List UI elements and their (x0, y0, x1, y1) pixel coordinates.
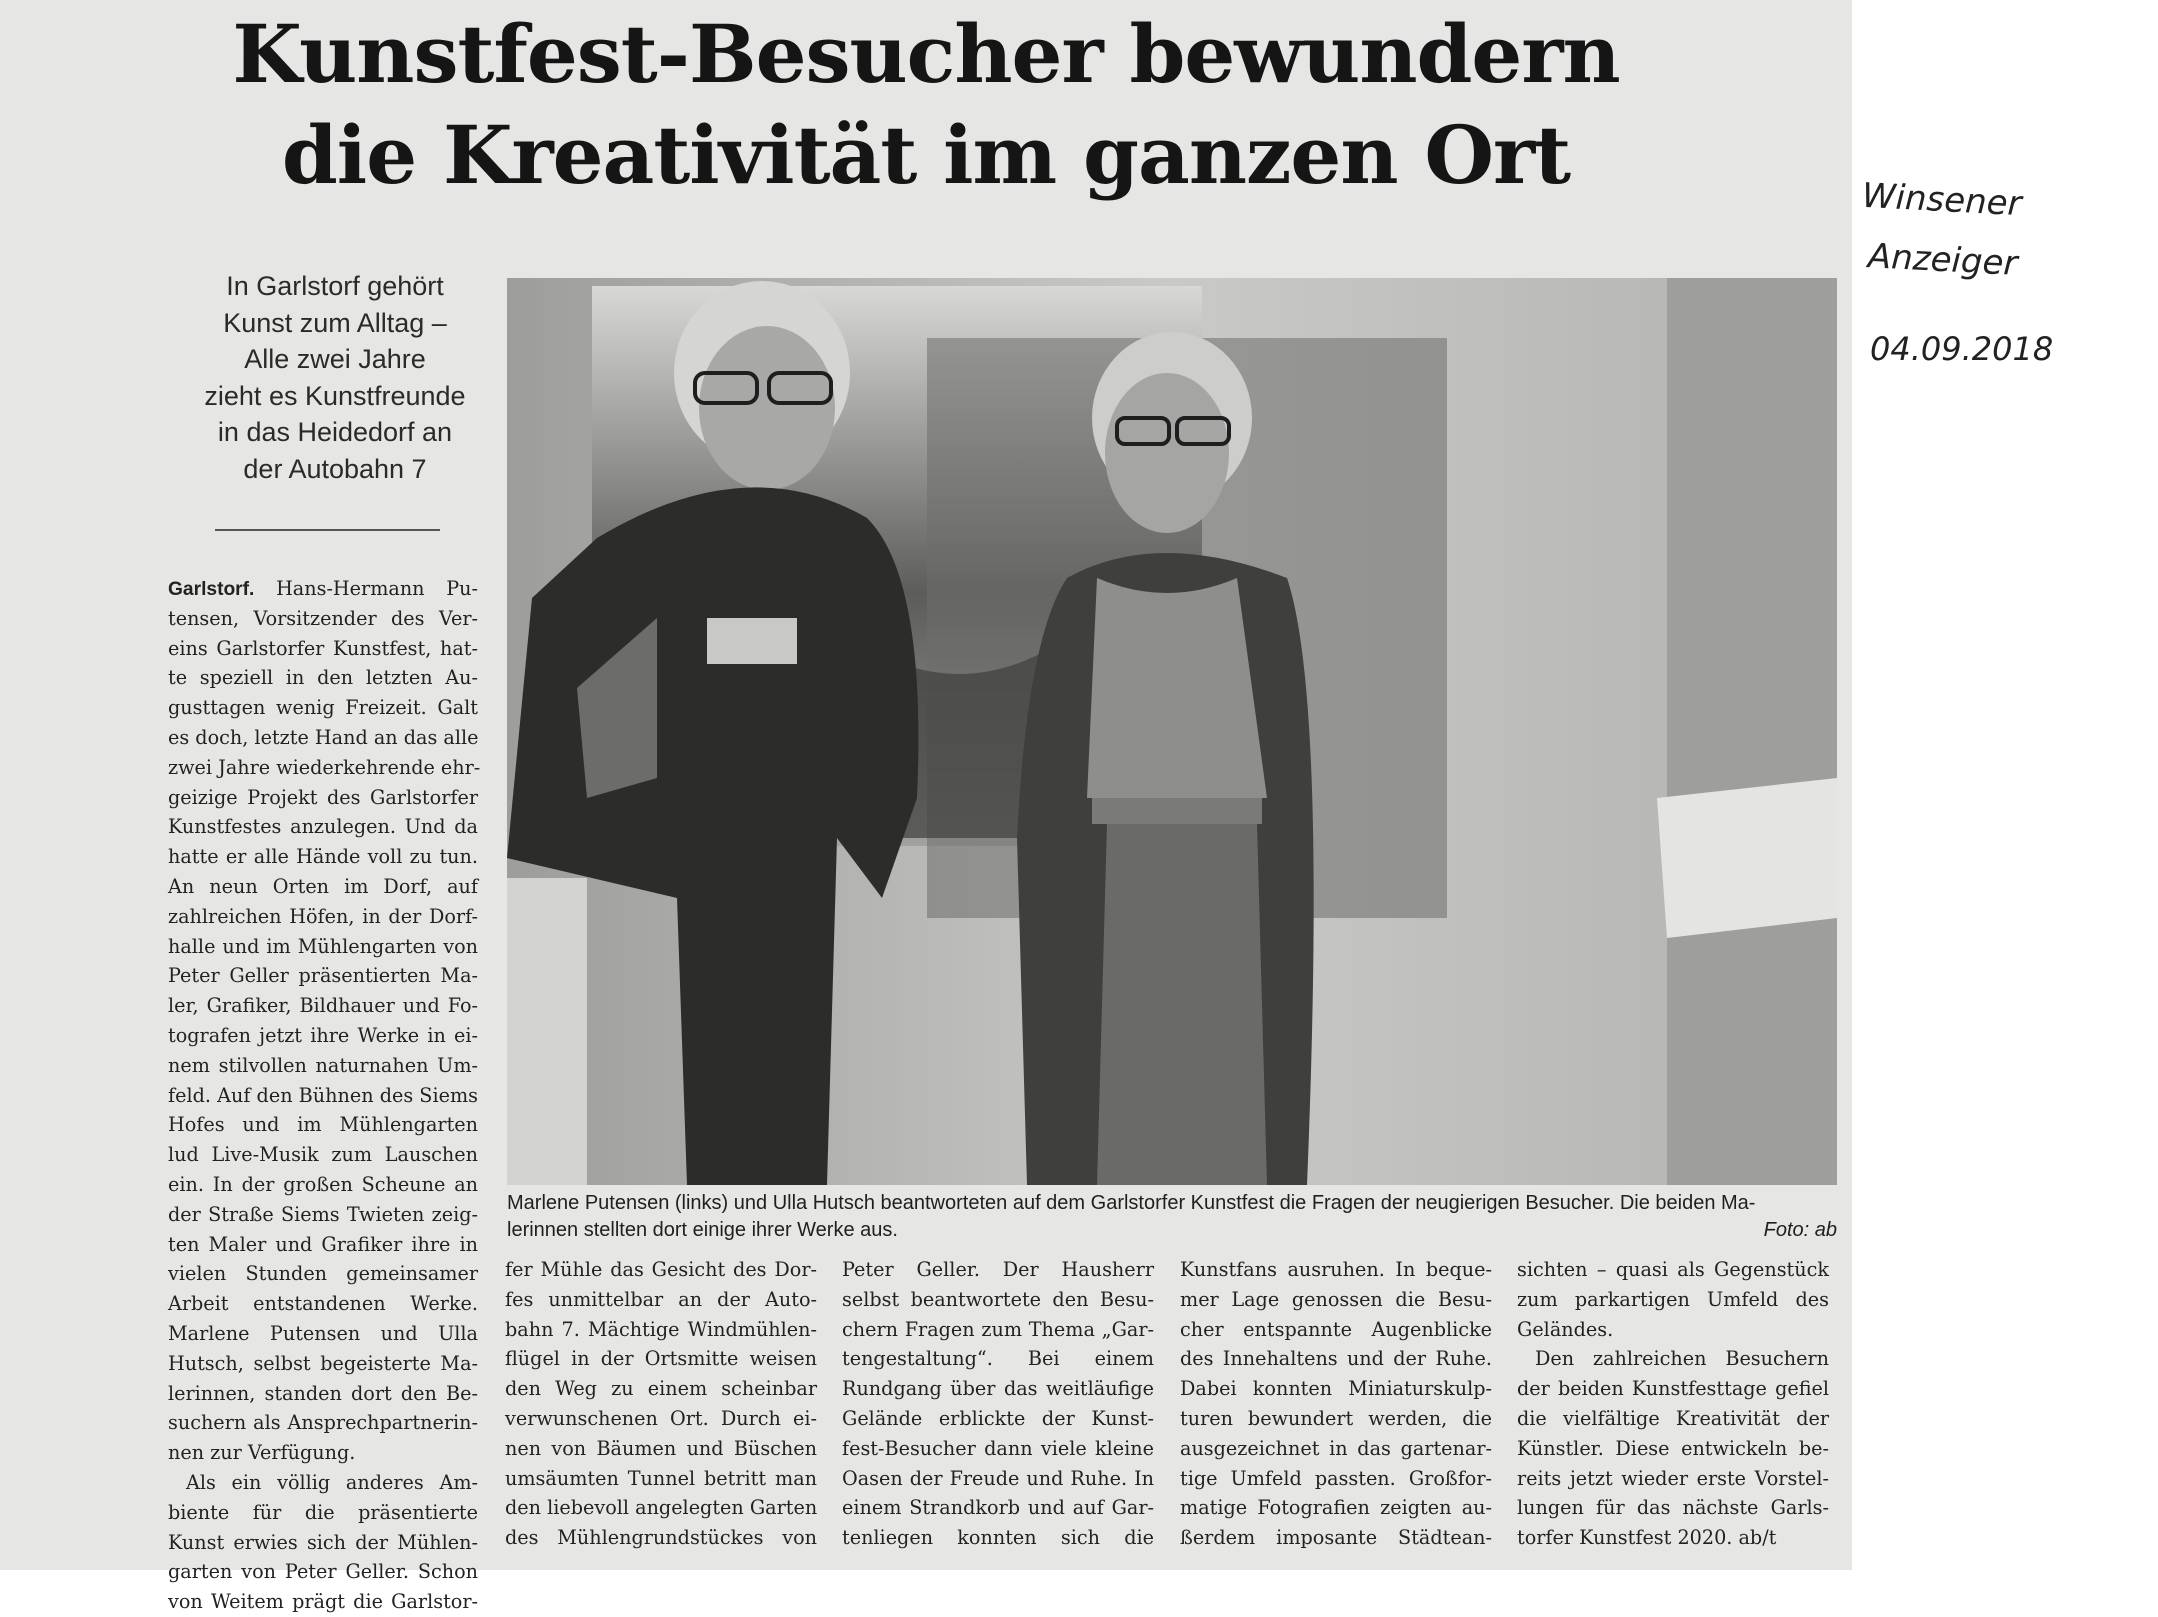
article-line: den liebevoll angelegten Garten (505, 1496, 818, 1520)
article-line: verwunschenen Ort. Durch ei- (505, 1406, 817, 1430)
article-line: des Mühlengrundstückes von (505, 1526, 817, 1550)
article-line: Rundgang über das weitläufige (842, 1377, 1154, 1401)
caption-line: Marlene Putensen (links) und Ulla Hutsch beantworteten auf dem Garlstorfer Kunstfest die Fragen der neugierigen Besucher. Die beiden Ma- (507, 1192, 1756, 1214)
article-line: zwei Jahre wiederkehrende ehr- (168, 755, 481, 779)
article-line: nem stilvollen naturnahen Um- (168, 1053, 478, 1077)
article-line: Geländes. (1517, 1317, 1614, 1341)
subheadline-line: Kunst zum Alltag – (223, 307, 447, 338)
article-line: ein. In der großen Scheune an (168, 1172, 478, 1196)
article-line: den Weg zu einem scheinbar (505, 1377, 817, 1401)
headline-line-1: Kunstfest-Besucher bewundern (232, 7, 1620, 101)
article-line: mer Lage genossen die Besu- (1180, 1287, 1492, 1311)
article-line: Marlene Putensen und Ulla (168, 1321, 478, 1345)
article-line: hatte er alle Hände voll zu tun. (168, 845, 478, 869)
article-line: Den zahlreichen Besuchern (1535, 1347, 1829, 1371)
article-line: gusttagen wenig Freizeit. Galt (168, 696, 478, 720)
article-line: tengestaltung“. Bei einem (842, 1347, 1154, 1371)
article-line: garten von Peter Geller. Schon (168, 1560, 478, 1584)
caption-line: lerinnen stellten dort einige ihrer Werke aus. (507, 1219, 898, 1241)
headline-line-2: die Kreativität im ganzen Ort (281, 108, 1571, 202)
handwritten-date: 04.09.2018 (1870, 330, 2054, 368)
article-line: eins Garlstorfer Kunstfest, hat- (168, 636, 478, 660)
article-line: tografen jetzt ihre Werke in ei- (168, 1023, 478, 1047)
article-line: lungen für das nächste Garls- (1517, 1496, 1829, 1520)
article-dateline: Garlstorf. (168, 579, 255, 600)
article-column-2 (505, 1255, 817, 1553)
article-line: Peter Geller. Der Hausherr (842, 1258, 1154, 1281)
article-line: fes unmittelbar an der Auto- (505, 1287, 817, 1311)
article-line: nen zur Verfügung. (168, 1441, 356, 1465)
subheadline (170, 268, 500, 487)
subheadline-line: Alle zwei Jahre (244, 344, 426, 374)
article-line: biente für die präsentierte (168, 1500, 478, 1524)
article-line: Hofes und im Mühlengarten (168, 1113, 478, 1137)
article-line: feld. Auf den Bühnen des Siems (168, 1083, 478, 1107)
article-line: Oasen der Freude und Ruhe. In (842, 1466, 1154, 1490)
article-line: Als ein völlig anderes Am- (186, 1470, 478, 1494)
handwritten-source-line-1: Winsener (1861, 175, 2023, 225)
article-line: ten Maler und Grafiker ihre in (168, 1232, 478, 1256)
article-line: fest-Besucher dann viele kleine (842, 1436, 1154, 1460)
article-line: ler, Grafiker, Bildhauer und Fo- (168, 994, 478, 1018)
article-line: vielen Stunden gemeinsamer (168, 1262, 478, 1286)
article-line: turen bewundert werden, die (1180, 1406, 1492, 1430)
article-line: tige Umfeld passten. Großfor- (1180, 1466, 1492, 1490)
article-line: der beiden Kunstfesttage gefiel (1517, 1377, 1829, 1401)
article-line: des Innehaltens und der Ruhe. (1180, 1347, 1492, 1371)
article-line: ßerdem imposante Städtean- (1180, 1526, 1492, 1550)
article-line: selbst beantwortete den Besu- (842, 1287, 1154, 1311)
article-line: reits jetzt wieder erste Vorstel- (1517, 1466, 1829, 1490)
article-line: umsäumten Tunnel betritt man (505, 1466, 817, 1490)
article-line: der Straße Siems Twieten zeig- (168, 1202, 478, 1226)
handwritten-source-line-2: Anzeiger (1867, 236, 2019, 284)
article-line: Dabei konnten Miniaturskulp- (1180, 1377, 1492, 1401)
article-line: lerinnen, standen dort den Be- (168, 1381, 478, 1405)
photo-caption (507, 1190, 1837, 1244)
article-line: Gelände erblickte der Kunst- (842, 1406, 1154, 1430)
article-line: Kunst erwies sich der Mühlen- (168, 1530, 478, 1554)
article-line: Kunstfestes anzulegen. Und da (168, 815, 478, 839)
article-line: flügel in der Ortsmitte weisen (505, 1347, 817, 1371)
article-line: Peter Geller präsentierten Ma- (168, 964, 478, 988)
photo-credit: Foto: ab (1763, 1219, 1837, 1241)
article-line: Hans-Hermann Pu- (254, 577, 478, 600)
article-line: torfer Kunstfest 2020. ab/t (1517, 1526, 1777, 1550)
article-line: Kunstfans ausruhen. In beque- (1180, 1258, 1492, 1281)
photo-two-women-in-front-of-painting (507, 278, 1837, 1185)
article-column-4 (1180, 1255, 1492, 1553)
subheadline-line: In Garlstorf gehört (226, 271, 444, 301)
article-line: nen von Bäumen und Büschen (505, 1436, 817, 1460)
article-column-5 (1517, 1255, 1829, 1553)
article-line: lud Live-Musik zum Lauschen (168, 1143, 478, 1167)
article-line: sichten – quasi als Gegenstück (1517, 1258, 1829, 1281)
article-line: ausgezeichnet in das gartenar- (1180, 1436, 1492, 1460)
article-column-3 (842, 1255, 1154, 1553)
subheadline-line: in das Heidedorf an (217, 417, 453, 447)
article-line: fer Mühle das Gesicht des Dor- (505, 1258, 817, 1281)
article-line: halle und im Mühlengarten von (168, 934, 478, 958)
article-line: zahlreichen Höfen, in der Dorf- (168, 904, 478, 928)
article-line: von Weitem prägt die Garlstor- (168, 1590, 478, 1614)
article-line: chern Fragen zum Thema „Gar- (842, 1317, 1154, 1341)
subheadline-line: zieht es Kunstfreunde (204, 380, 466, 411)
article-line: tenliegen konnten sich die (842, 1526, 1154, 1550)
subheadline-divider (215, 529, 440, 531)
article-line: bahn 7. Mächtige Windmühlen- (505, 1317, 817, 1341)
article-line: zum parkartigen Umfeld des (1517, 1287, 1829, 1311)
article-line: es doch, letzte Hand an das alle (168, 725, 479, 749)
article-line: cher entspannte Augenblicke (1180, 1317, 1492, 1341)
article-line: te speziell in den letzten Au- (168, 666, 478, 690)
subheadline-line: der Autobahn 7 (243, 453, 427, 484)
article-photo (507, 278, 1837, 1185)
article-line: einem Strandkorb und auf Gar- (842, 1496, 1154, 1520)
article-line: Arbeit entstandenen Werke. (168, 1292, 478, 1316)
article-line: tensen, Vorsitzender des Ver- (168, 606, 478, 630)
article-line: die vielfältige Kreativität der (1517, 1406, 1829, 1430)
article-line: Hutsch, selbst begeisterte Ma- (168, 1351, 478, 1375)
article-line: An neun Orten im Dorf, auf (168, 874, 478, 898)
article-line: Künstler. Diese entwickeln be- (1517, 1436, 1829, 1460)
article-column-1 (168, 574, 481, 1617)
article-line: geizige Projekt des Garlstorfer (168, 785, 478, 809)
article-line: matige Fotografien zeigten au- (1180, 1496, 1492, 1520)
article-line: suchern als Ansprechpartnerin- (168, 1411, 478, 1435)
